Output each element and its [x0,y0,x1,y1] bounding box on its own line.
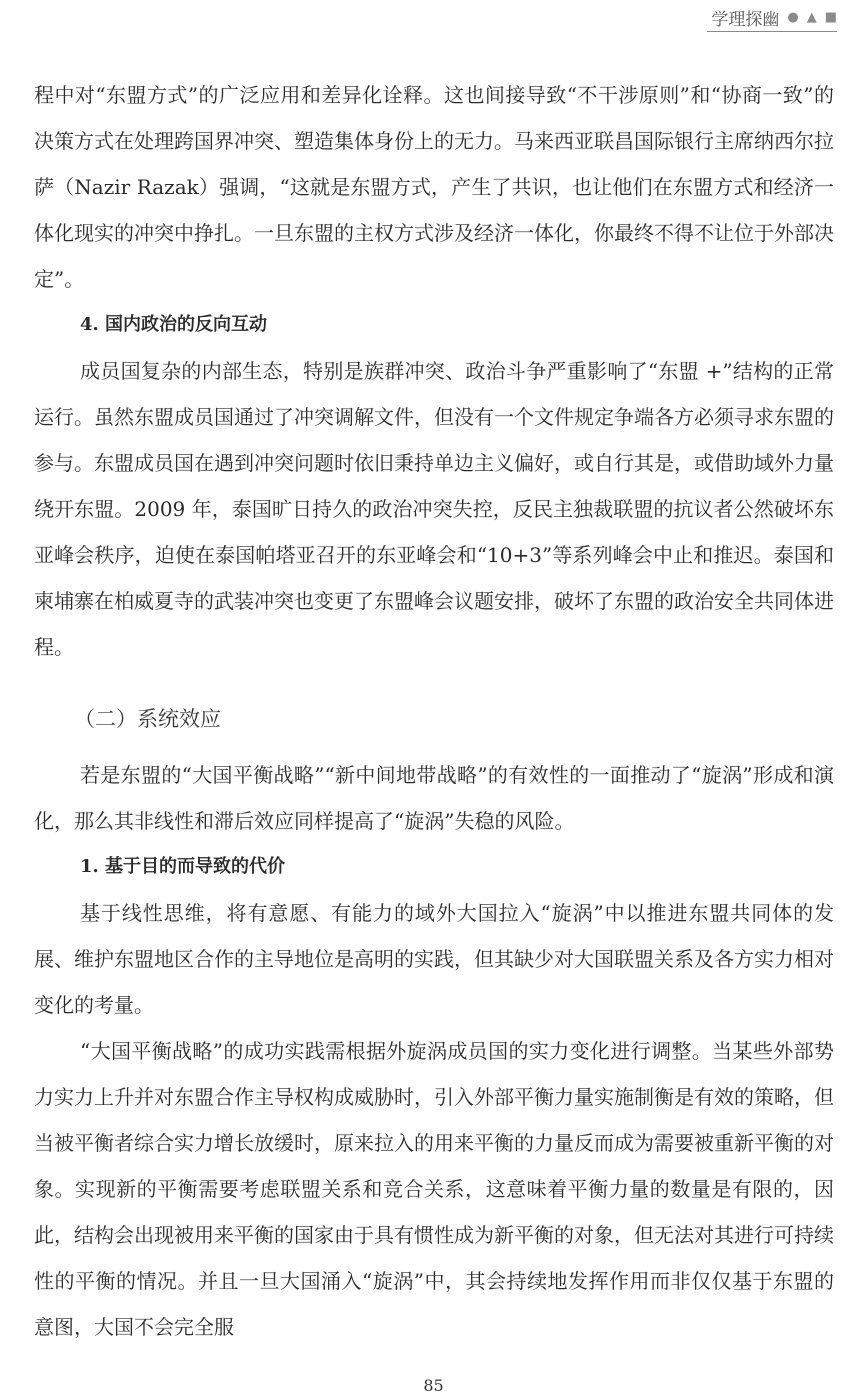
square-mark-icon: ■ [824,9,837,25]
subheading-domestic-politics: 4. 国内政治的反向互动 [80,314,268,335]
subheading-cost-of-purpose: 1. 基于目的而导致的代价 [80,856,286,877]
paragraph-continuation: 程中对“东盟方式”的广泛应用和差异化诠释。这也间接导致“不干涉原则”和“协商一致”的决策方式在处理跨国界冲突、塑造集体身份上的无力。马来西亚联昌国际银行主席纳西尔拉萨（Nazir Razak）强调，“这就是东盟方式，产生了共识，也让他们在东盟方式和经济一体化现实的冲突中挣扎。一旦东盟的主权方式涉及经济一体化，你最终不得不让位于外部决定”。 [34,83,834,291]
page-number: 85 [423,1376,444,1395]
header-rule [707,31,837,32]
paragraph-linear-thinking: 基于线性思维，将有意愿、有能力的域外大国拉入“旋涡”中以推进东盟共同体的发展、维护东盟地区合作的主导地位是高明的实践，但其缺少对大国联盟关系及各方实力相对变化的考量。 [34,901,834,1017]
triangle-mark-icon: ▲ [806,9,817,25]
running-title: 学理探幽 [711,9,780,30]
paragraph-domestic-politics: 成员国复杂的内部生态，特别是族群冲突、政治斗争严重影响了“东盟 +”结构的正常运行。虽然东盟成员国通过了冲突调解文件，但没有一个文件规定争端各方必须寻求东盟的参与。东盟成员国在遇到冲突问题时依旧秉持单边主义偏好，或自行其是，或借助域外力量绕开东盟。2009 年，泰国旷日持久的政治冲突失控，反民主独裁联盟的抗议者公然破坏东亚峰会秩序，迫使在泰国帕塔亚召开的东亚峰会和“10+3”等系列峰会中止和推迟。泰国和柬埔寨在柏威夏寺的武装冲突也变更了东盟峰会议题安排，破坏了东盟的政治安全共同体进程。 [34,359,834,659]
paragraph-system-effects-intro: 若是东盟的“大国平衡战略”“新中间地带战略”的有效性的一面推动了“旋涡”形成和演化，那么其非线性和滞后效应同样提高了“旋涡”失稳的风险。 [34,763,834,833]
section-heading-system-effects: （二）系统效应 [74,707,221,731]
running-header [711,4,837,30]
circle-mark-icon: ● [787,9,799,25]
page-body [34,72,834,1350]
paragraph-balance-strategy: “大国平衡战略”的成功实践需根据外旋涡成员国的实力变化进行调整。当某些外部势力实力上升并对东盟合作主导权构成威胁时，引入外部平衡力量实施制衡是有效的策略，但当被平衡者综合实力增长放缓时，原来拉入的用来平衡的力量反而成为需要被重新平衡的对象。实现新的平衡需要考虑联盟关系和竞合关系，这意味着平衡力量的数量是有限的，因此，结构会出现被用来平衡的国家由于具有惯性成为新平衡的对象，但无法对其进行可持续性的平衡的情况。并且一旦大国涌入“旋涡”中，其会持续地发挥作用而非仅仅基于东盟的意图，大国不会完全服 [34,1039,834,1339]
